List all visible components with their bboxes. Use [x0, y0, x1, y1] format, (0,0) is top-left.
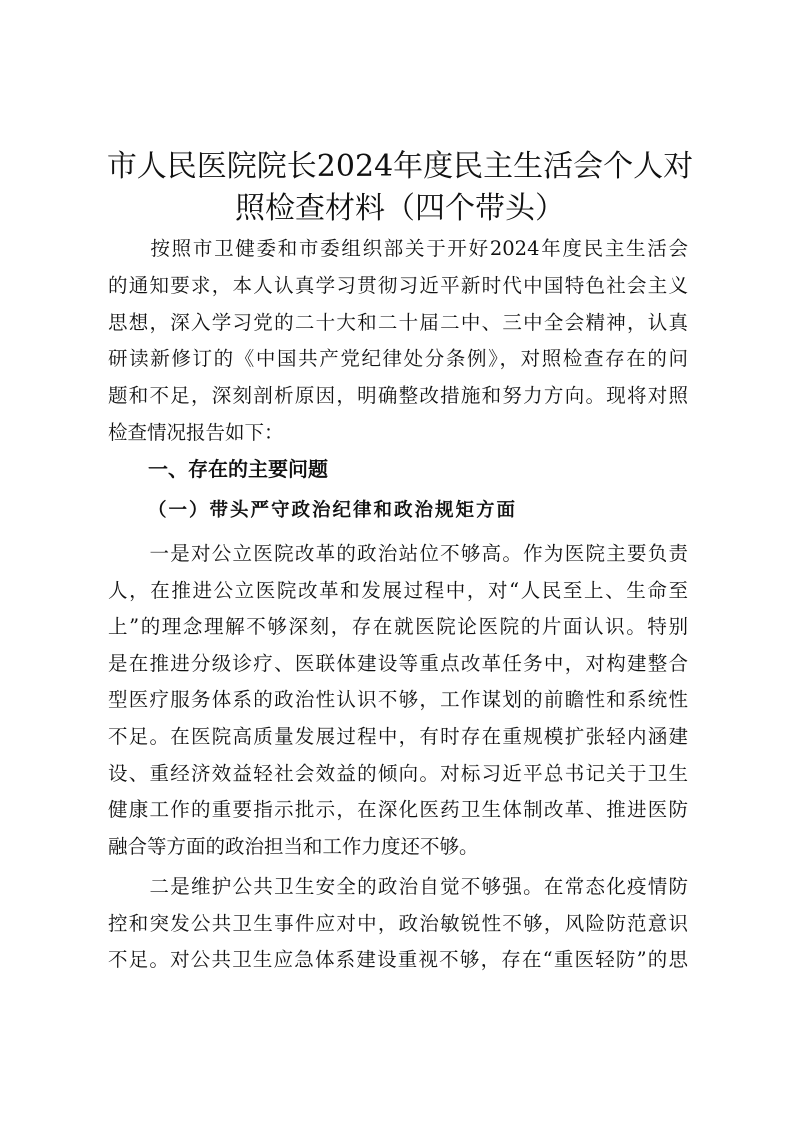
text-line: 题和不足，深刻剖析原因，明确整改措施和努力方向。现将对照 [108, 384, 688, 408]
text-line: 研读新修订的《中国共产党纪律处分条例》，对照检查存在的问 [108, 347, 688, 371]
section-heading: 一、存在的主要问题 [148, 457, 328, 481]
text-line: 检查情况报告如下： [108, 421, 284, 444]
text-line: 二是维护公共卫生安全的政治自觉不够强。在常态化疫情防 [108, 875, 688, 898]
text-line: 融合等方面的政治担当和工作力度还不够。 [108, 834, 479, 858]
text-line: 健康工作的重要指示批示，在深化医药卫生体制改革、推进医防 [108, 798, 688, 822]
text-line: 不足。对公共卫生应急体系建设重视不够，存在“重医轻防”的思 [108, 948, 688, 971]
text-line: 人，在推进公立医院改革和发展过程中，对“人民至上、生命至 [108, 578, 688, 602]
text-line: 控和突发公共卫生事件应对中，政治敏锐性不够，风险防范意识 [108, 911, 688, 935]
text-line: 不足。在医院高质量发展过程中，有时存在重规模扩张轻内涵建 [108, 725, 688, 748]
text-line: 的通知要求，本人认真学习贯彻习近平新时代中国特色社会主义 [108, 273, 688, 297]
text-line: 设、重经济效益轻社会效益的倾向。对标习近平总书记关于卫生 [108, 761, 688, 785]
text-line: 是在推进分级诊疗、医联体建设等重点改革任务中，对构建整合 [108, 651, 688, 675]
text-line: 一是对公立医院改革的政治站位不够高。作为医院主要负责 [108, 542, 688, 565]
text-line: 上”的理念理解不够深刻，存在就医院论医院的片面认识。特别 [108, 615, 688, 639]
subsection-heading: （一）带头严守政治纪律和政治规矩方面 [148, 500, 518, 521]
text-line: 按照市卫健委和市委组织部关于开好2024年度民主生活会 [108, 237, 688, 260]
document-title-line-1: 市人民医院院长2024年度民主生活会个人对 [106, 149, 694, 184]
text-line: 思想，深入学习党的二十大和二十届二中、三中全会精神，认真 [108, 310, 688, 334]
text-line: 型医疗服务体系的政治性认识不够，工作谋划的前瞻性和系统性 [108, 688, 688, 712]
document-title-line-2: 照检查材料（四个带头） [235, 191, 565, 226]
